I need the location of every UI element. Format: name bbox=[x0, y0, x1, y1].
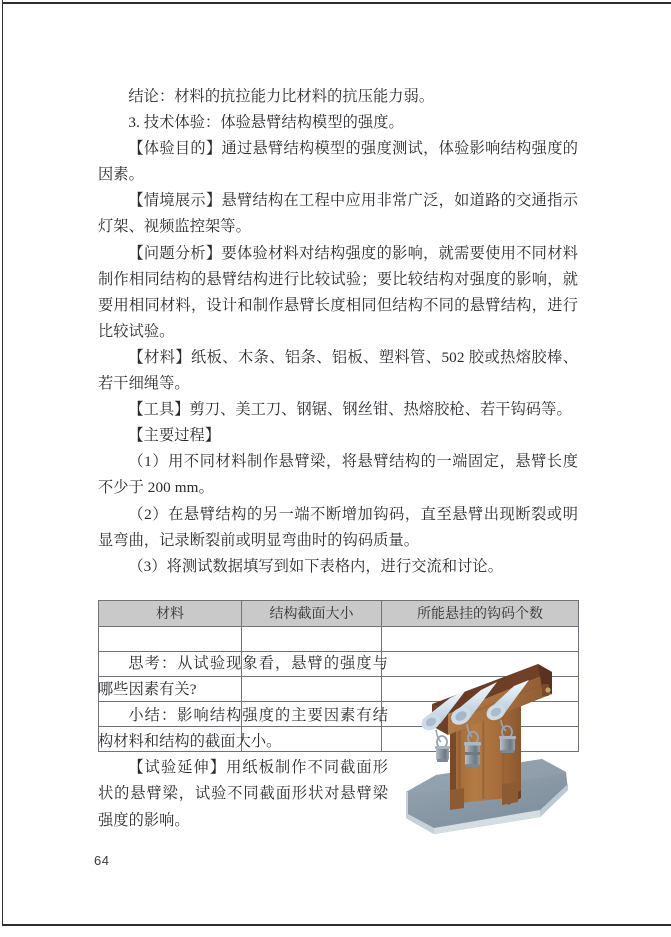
paragraph-summary: 小结：影响结构强度的主要因素有结构材料和结构的截面大小。 bbox=[98, 707, 388, 751]
paragraph-extension: 【试验延伸】用纸板制作不同截面形状的悬臂梁，试验不同截面形状对悬臂梁强度的影响。 bbox=[98, 759, 388, 829]
table-header-material: 材料 bbox=[99, 600, 242, 626]
paragraph-tools: 【工具】剪刀、美工刀、钢锯、钢丝钳、热熔胶枪、若干钩码等。 bbox=[128, 401, 572, 419]
table-header-cross-section: 结构截面大小 bbox=[242, 600, 382, 626]
paragraph-step-3: （3）将测试数据填写到如下表格内，进行交流和讨论。 bbox=[128, 557, 503, 575]
bottom-section bbox=[98, 651, 578, 834]
paragraph-problem-analysis: 【问题分析】要体验材料对结构强度的影响，就需要使用不同材料制作相同结构的悬臂结构进行比较试验；要比较结构对强度的影响，就要用相同材料，设计和制作悬臂长度相同但结构不同的悬臂结构，进行比较试验。 bbox=[98, 244, 578, 340]
paragraph-main-process-title: 【主要过程】 bbox=[128, 427, 221, 445]
paragraph-materials: 【材料】纸板、木条、铝条、铝板、塑料管、502 胶或热熔胶棒、若干细绳等。 bbox=[98, 348, 578, 393]
table-header-row bbox=[99, 600, 579, 626]
table-header-weight-count: 所能悬挂的钩码个数 bbox=[382, 600, 579, 626]
table-cell-cross-section[interactable] bbox=[242, 626, 382, 651]
page-frame-bottom-border bbox=[2, 924, 671, 926]
hanging-weight bbox=[500, 737, 515, 751]
page-number: 64 bbox=[94, 853, 110, 868]
paragraph-experience-goal: 【体验目的】通过悬臂结构模型的强度测试，体验影响结构强度的因素。 bbox=[98, 140, 578, 184]
page-frame-top-border bbox=[2, 2, 671, 4]
paragraph-scenario-display: 【情境展示】悬臂结构在工程中应用非常广泛，如道路的交通指示灯架、视频监控架等。 bbox=[98, 192, 578, 236]
table-cell-material[interactable] bbox=[99, 626, 242, 651]
paragraph-conclusion: 结论：材料的抗拉能力比材料的抗压能力弱。 bbox=[128, 88, 435, 105]
cantilever-beam-model-figure bbox=[390, 642, 580, 842]
paragraph-step-2: （2）在悬臂结构的另一端不断增加钩码，直至悬臂出现断裂或明显弯曲，记录断裂前或明显弯曲时的钩码质量。 bbox=[98, 505, 578, 549]
paragraph-think: 思考：从试验现象看，悬臂的强度与哪些因素有关? bbox=[98, 655, 388, 699]
paragraph-tech-experience: 3. 技术体验：体验悬臂结构模型的强度。 bbox=[128, 114, 404, 132]
cantilever-model-illustration bbox=[390, 642, 580, 842]
paragraph-step-1: （1）用不同材料制作悬臂梁，将悬臂结构的一端固定，悬臂长度不少于 200 mm。 bbox=[98, 453, 578, 497]
page-frame-left-border bbox=[2, 0, 3, 926]
bottom-text-column bbox=[98, 651, 388, 834]
